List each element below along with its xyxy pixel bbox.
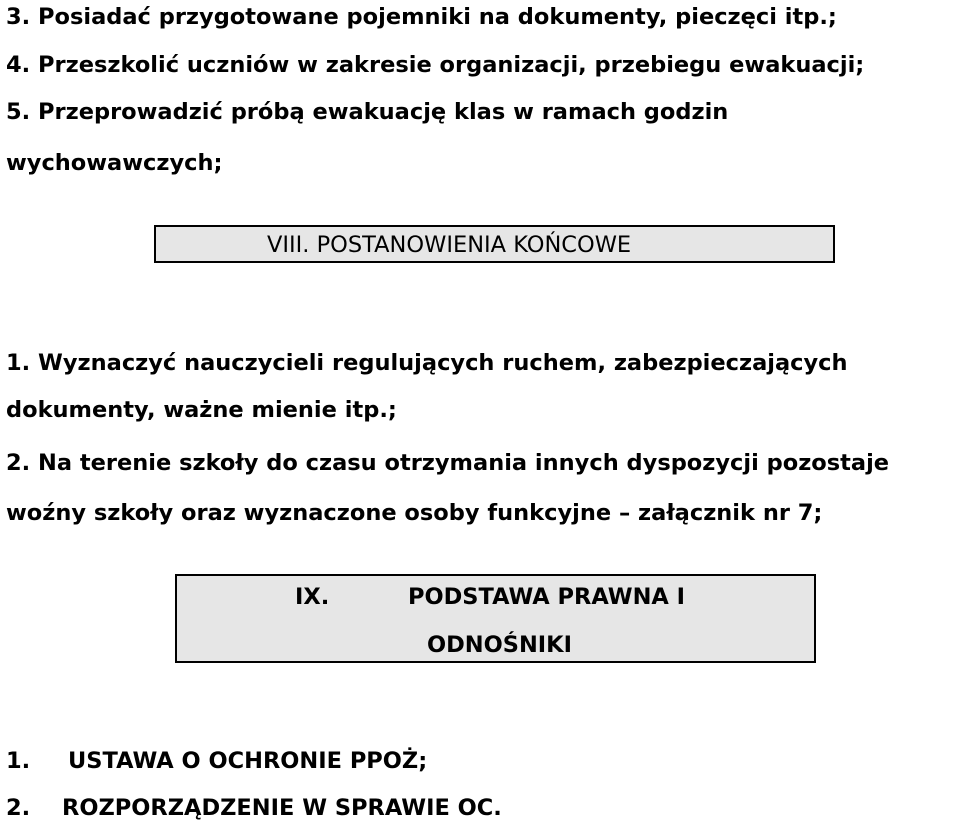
list-item: 1. Wyznaczyć nauczycieli regulujących ruchem, zabezpieczających bbox=[6, 350, 848, 376]
section-heading: VIII. POSTANOWIENIA KOŃCOWE bbox=[267, 232, 632, 258]
list-item-continuation: dokumenty, ważne mienie itp.; bbox=[6, 397, 397, 423]
list-item: 3. Posiadać przygotowane pojemniki na dokumenty, pieczęci itp.; bbox=[6, 4, 837, 30]
list-item: 2. Na terenie szkoły do czasu otrzymania innych dyspozycji pozostaje bbox=[6, 450, 890, 476]
list-item: 4. Przeszkolić uczniów w zakresie organizacji, przebiegu ewakuacji; bbox=[6, 52, 865, 78]
list-text: USTAWA O OCHRONIE PPOŻ; bbox=[68, 748, 428, 774]
section-heading-box bbox=[154, 225, 835, 263]
list-item-continuation: woźny szkoły oraz wyznaczone osoby funkcyjne – załącznik nr 7; bbox=[6, 500, 823, 526]
list-item bbox=[6, 746, 427, 776]
list-item-continuation: wychowawczych; bbox=[6, 150, 223, 176]
list-item: 5. Przeprowadzić próbą ewakuację klas w ramach godzin bbox=[6, 99, 729, 125]
section-heading-continuation: ODNOŚNIKI bbox=[427, 632, 572, 658]
section-number: IX. bbox=[295, 584, 330, 610]
section-heading: PODSTAWA PRAWNA I bbox=[408, 584, 686, 610]
list-item bbox=[6, 793, 502, 823]
list-number: 2. bbox=[6, 795, 31, 821]
list-number: 1. bbox=[6, 748, 31, 774]
section-heading-box bbox=[175, 574, 816, 663]
list-text: ROZPORZĄDZENIE W SPRAWIE OC. bbox=[62, 795, 502, 821]
